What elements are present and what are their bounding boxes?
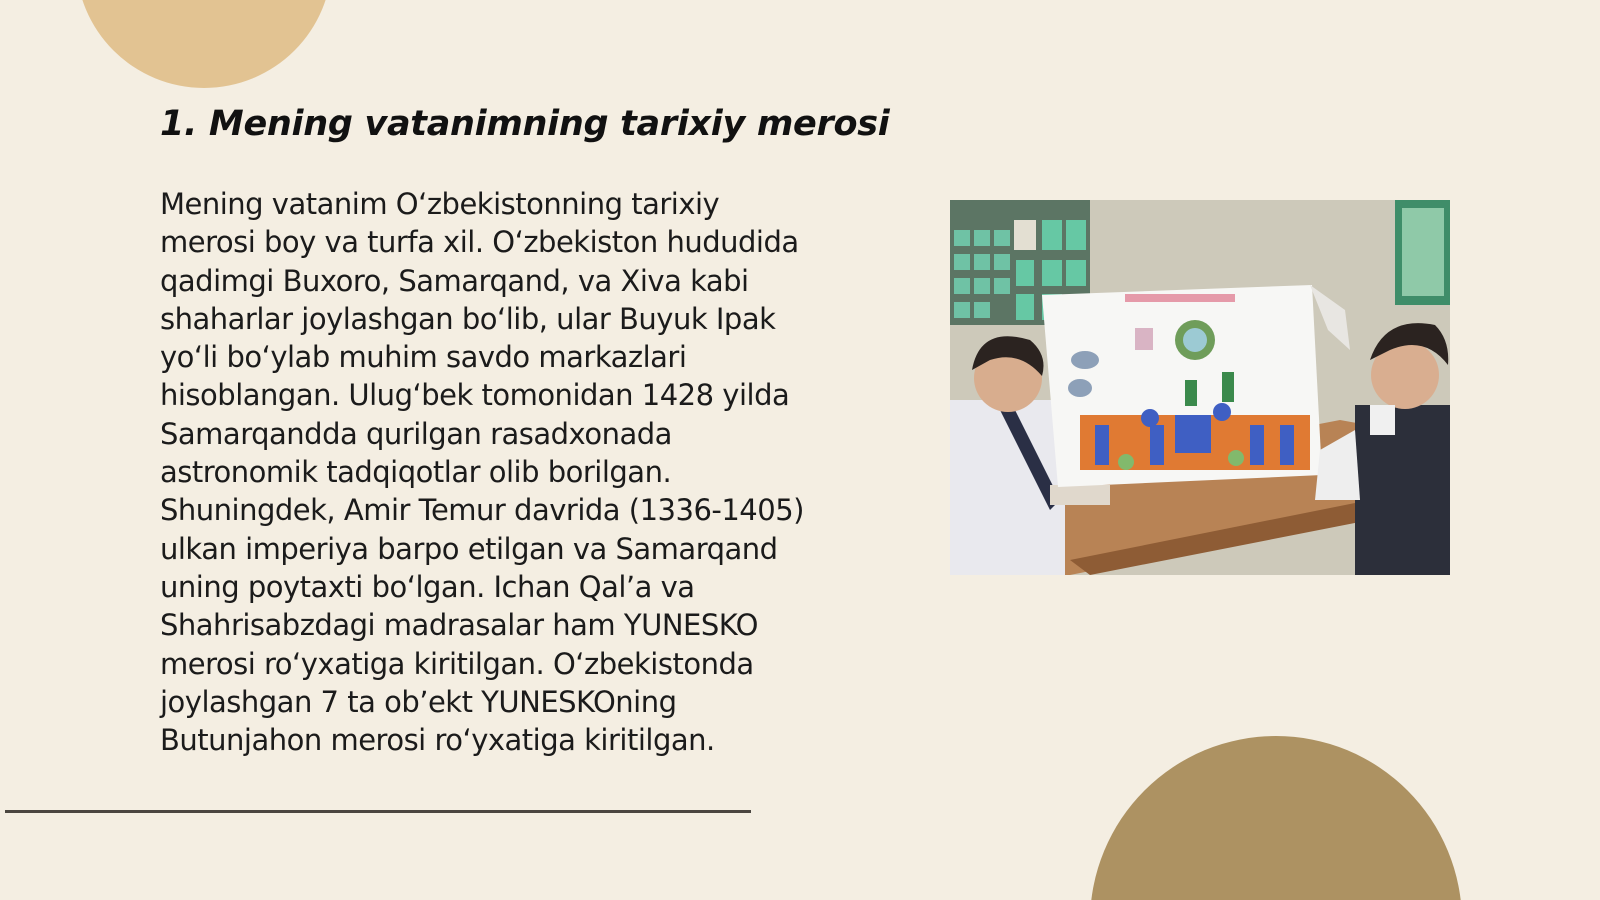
body-line: merosi roʻyxatiga kiritilgan. Oʻzbekistonda <box>160 646 754 681</box>
slide-body-text <box>160 185 860 759</box>
body-line: merosi boy va turfa xil. Oʻzbekiston hududida <box>160 225 799 260</box>
body-line: hisoblangan. Ulugʻbek tomonidan 1428 yilda <box>160 378 790 413</box>
body-line: yoʻli boʻylab muhim savdo markazlari <box>160 340 687 375</box>
decorative-circle-bottom <box>1090 736 1462 900</box>
slide-title: 1. Mening vatanimning tarixiy merosi <box>160 104 890 144</box>
body-line: Butunjahon merosi roʻyxatiga kiritilgan. <box>160 723 715 758</box>
body-line: shaharlar joylashgan boʻlib, ular Buyuk Ipak <box>160 301 776 336</box>
body-line: qadimgi Buxoro, Samarqand, va Xiva kabi <box>160 263 749 298</box>
divider-line <box>5 810 751 813</box>
body-line: astronomik tadqiqotlar olib borilgan. <box>160 455 672 490</box>
body-line: ulkan imperiya barpo etilgan va Samarqand <box>160 531 778 566</box>
classroom-photo <box>950 200 1450 575</box>
body-line: uning poytaxti boʻlgan. Ichan Qalʼa va <box>160 569 695 604</box>
body-line: Shahrisabzdagi madrasalar ham YUNESKO <box>160 608 759 643</box>
body-line: Mening vatanim Oʻzbekistonning tarixiy <box>160 187 720 221</box>
decorative-circle-top <box>76 0 332 88</box>
body-line: Samarqandda qurilgan rasadxonada <box>160 416 672 451</box>
body-line: joylashgan 7 ta obʼekt YUNESKOning <box>160 684 677 719</box>
body-line: Shuningdek, Amir Temur davrida (1336-1405) <box>160 493 804 528</box>
